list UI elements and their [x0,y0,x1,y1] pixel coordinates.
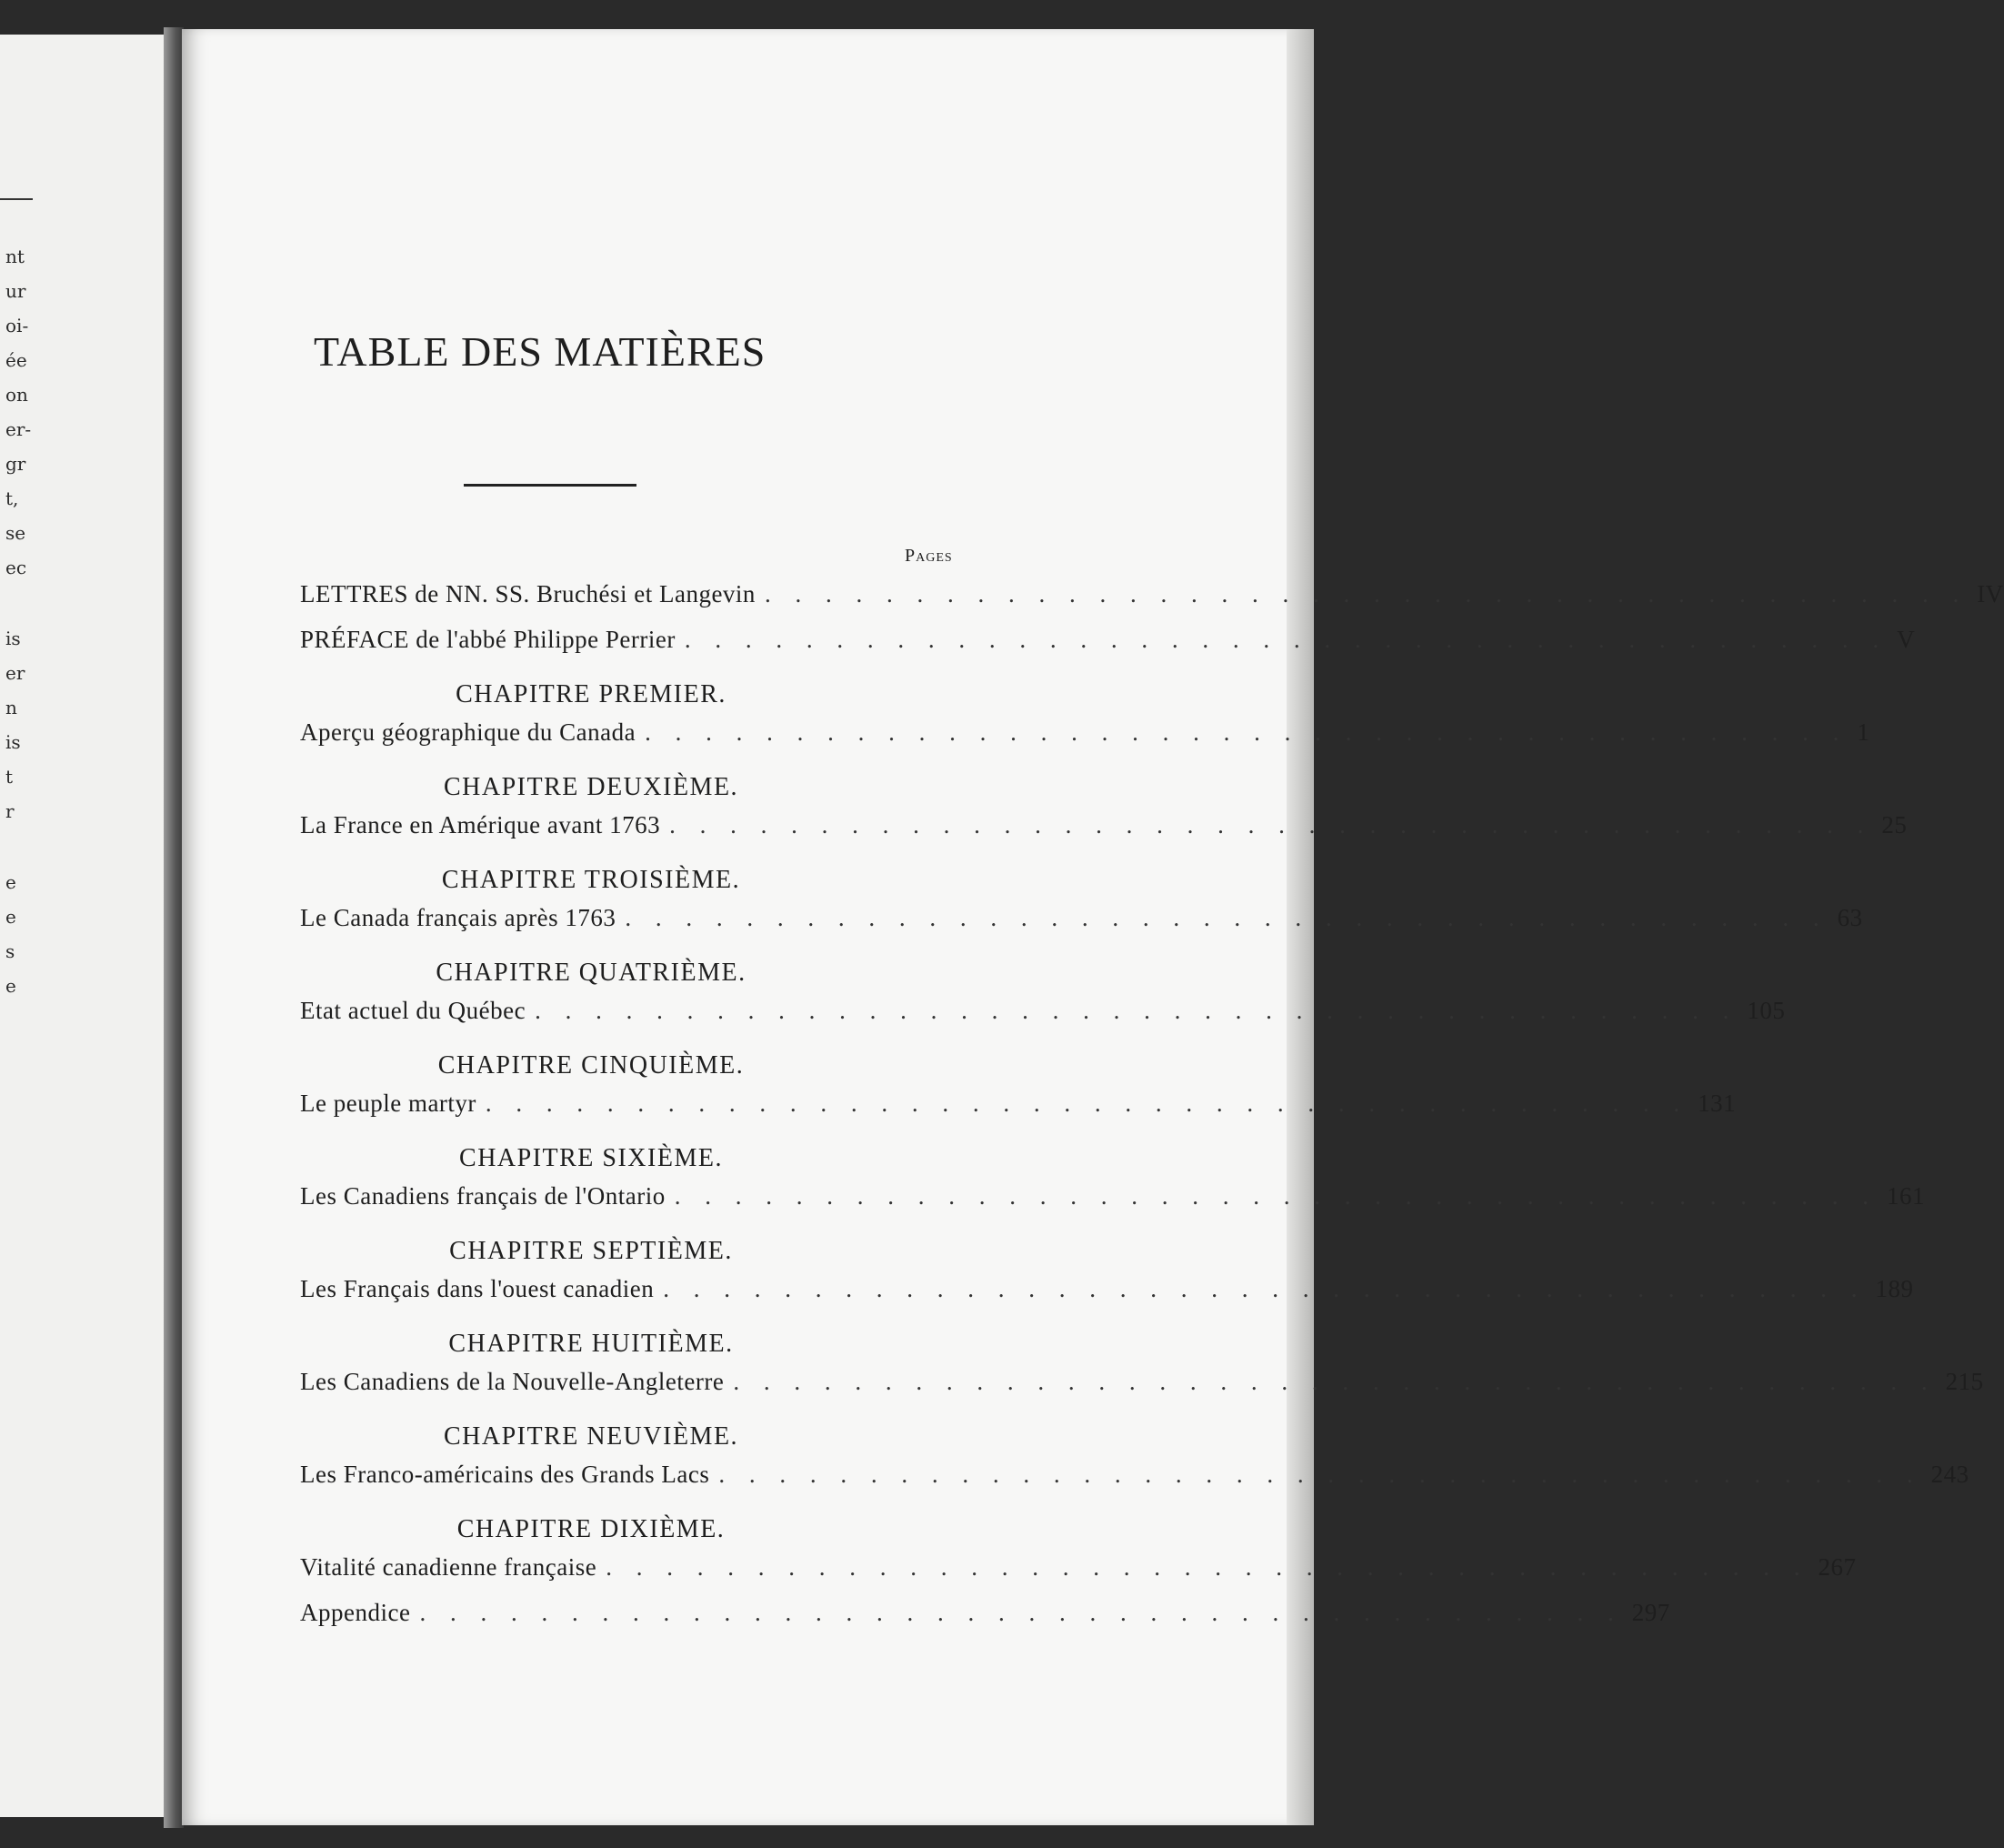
left-page-fragment: nt [5,246,25,267]
left-page-fragment: t [5,766,14,788]
toc-page-number: 105 [1747,997,1786,1024]
toc-entry-title: Le Canada français après 1763 [300,904,616,931]
toc-entry [300,1368,1984,1413]
left-page-fragment: t, [5,487,19,509]
toc-entry [300,1461,1969,1506]
left-page-fragment: e [5,975,16,997]
toc-page-number: 189 [1875,1275,1914,1302]
toc-entry [300,1090,1737,1135]
title-rule [464,484,636,487]
toc-page-number: 215 [1945,1368,1984,1395]
toc-page-number: 1 [1857,718,1870,746]
toc-entry-title: Les Franco-américains des Grands Lacs [300,1461,710,1488]
chapter-heading: CHAPITRE NEUVIÈME. [443,1422,739,1451]
toc-entry [300,1553,1857,1599]
toc-page-number: 63 [1837,904,1863,931]
toc-entry-title: Les Français dans l'ouest canadien [300,1275,655,1302]
chapter-heading: CHAPITRE DIXIÈME. [456,1515,726,1543]
chapter-heading: CHAPITRE QUATRIÈME. [436,959,746,987]
toc-entry [300,1182,1925,1228]
chapter-heading: CHAPITRE HUITIÈME. [448,1330,734,1358]
left-page-fragment: oi- [5,315,29,336]
chapter-heading: CHAPITRE TROISIÈME. [441,866,741,894]
toc-entry-title: Vitalité canadienne française [300,1553,597,1581]
toc-entry [300,1275,1914,1321]
leader-dots: . . . . . . . . . . . . . . . . . . . . . . . . . . . . . . . . . . . . . . . . [684,626,1889,653]
pages-column-header: Pages [905,546,953,566]
left-page-fragment: e [5,906,16,928]
left-page-fragment: ec [5,557,27,578]
left-page-fragment: ur [5,280,26,302]
leader-dots: . . . . . . . . . . . . . . . . . . . . . . . . . . . . . . . . . . . . . . . . [419,1599,1623,1626]
toc-page-number: 25 [1881,811,1908,839]
left-page-rule [0,198,33,200]
chapter-heading: CHAPITRE SIXIÈME. [459,1144,723,1172]
book-gutter [164,27,184,1828]
leader-dots: . . . . . . . . . . . . . . . . . . . . . . . . . . . . . . . . . . . . . . . . [764,580,1969,608]
left-page-fragment: n [5,697,17,718]
left-page-fragment: s [5,940,15,962]
toc-entry [300,626,1916,671]
left-page [0,35,166,1817]
toc-page-number: 131 [1698,1090,1737,1117]
toc-entry [300,718,1870,764]
toc-entry-title: La France en Amérique avant 1763 [300,811,661,839]
left-page-fragment: er- [5,418,32,440]
toc-entry [300,811,1908,857]
leader-dots: . . . . . . . . . . . . . . . . . . . . . . . . . . . . . . . . . . . . . . . . [625,904,1829,931]
leader-dots: . . . . . . . . . . . . . . . . . . . . . . . . . . . . . . . . . . . . . . . . [674,1182,1878,1210]
toc-page-number: 243 [1930,1461,1969,1488]
chapter-heading: CHAPITRE CINQUIÈME. [437,1051,745,1080]
toc-entry-title: Les Canadiens de la Nouvelle-Angleterre [300,1368,725,1395]
page-title: TABLE DES MATIÈRES [314,328,767,375]
left-page-fragment: on [5,384,28,406]
toc-page-number: IV [1977,580,2004,608]
leader-dots: . . . . . . . . . . . . . . . . . . . . . . . . . . . . . . . . . . . . . . . . [606,1553,1809,1581]
toc-entry-title: Les Canadiens français de l'Ontario [300,1182,666,1210]
chapter-heading: CHAPITRE SEPTIÈME. [449,1237,733,1265]
toc-entry [300,997,1786,1042]
toc-page-number: 267 [1818,1553,1857,1581]
chapter-heading: CHAPITRE PREMIER. [456,680,726,708]
toc-page-number: 161 [1886,1182,1925,1210]
toc-entry-title: Appendice [300,1599,411,1626]
toc-entry [300,580,2004,626]
left-page-fragment: se [5,522,26,544]
leader-dots: . . . . . . . . . . . . . . . . . . . . . . . . . . . . . . . . . . . . . . . . [663,1275,1867,1302]
left-page-fragment: is [5,628,21,649]
leader-dots: . . . . . . . . . . . . . . . . . . . . . . . . . . . . . . . . . . . . . . . . [718,1461,1922,1488]
leader-dots: . . . . . . . . . . . . . . . . . . . . . . . . . . . . . . . . . . . . . . . . [669,811,1873,839]
leader-dots: . . . . . . . . . . . . . . . . . . . . . . . . . . . . . . . . . . . . . . . . [733,1368,1937,1395]
toc-entry-title: PRÉFACE de l'abbé Philippe Perrier [300,626,676,653]
leader-dots: . . . . . . . . . . . . . . . . . . . . . . . . . . . . . . . . . . . . . . . . [535,997,1738,1024]
left-page-fragment: er [5,662,25,684]
toc-page-number: 297 [1631,1599,1670,1626]
leader-dots: . . . . . . . . . . . . . . . . . . . . . . . . . . . . . . . . . . . . . . . . [645,718,1849,746]
toc-page-number: V [1897,626,1916,653]
left-page-fragment: r [5,800,15,822]
toc-entry-title: Aperçu géographique du Canada [300,718,636,746]
table-of-contents [300,580,2004,1644]
toc-entry-title: LETTRES de NN. SS. Bruchési et Langevin [300,580,756,608]
leader-dots: . . . . . . . . . . . . . . . . . . . . . . . . . . . . . . . . . . . . . . . . [485,1090,1689,1117]
left-page-fragment: is [5,731,21,753]
toc-entry [300,904,1863,949]
left-page-fragment: e [5,871,16,893]
toc-entry [300,1599,1670,1644]
left-page-fragment: ée [5,349,27,371]
toc-entry-title: Le peuple martyr [300,1090,476,1117]
left-page-fragment: gr [5,453,26,475]
chapter-heading: CHAPITRE DEUXIÈME. [443,773,739,801]
toc-entry-title: Etat actuel du Québec [300,997,526,1024]
